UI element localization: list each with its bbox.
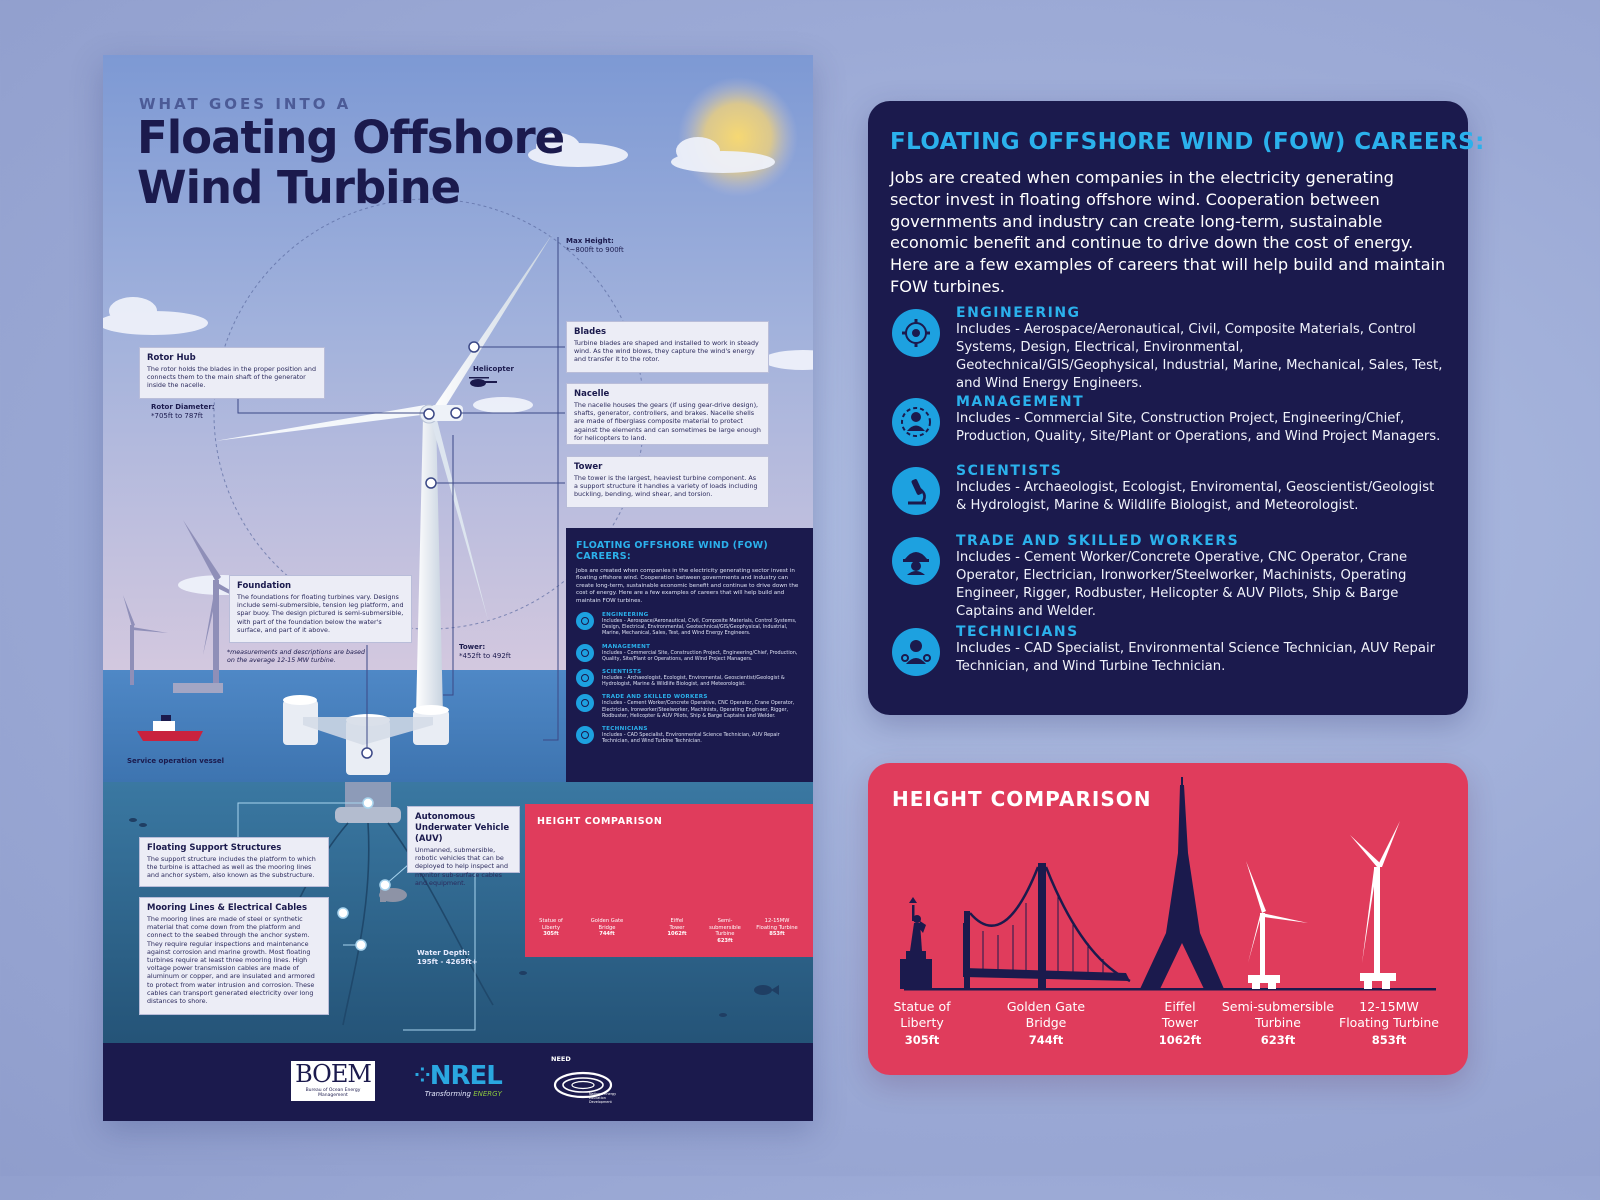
height-label-name: Golden Gate [1006,999,1086,1014]
floating-support-text: The support structure includes the platform to which the turbine is attached as well as the mooring lines and anchor system, also known as the substructure. [147,855,316,880]
semi-submersible-turbine-icon [1246,861,1308,989]
mini-height-name: Turbine [715,931,735,938]
poster-title: Floating Offshore Wind Turbine [137,111,565,214]
technician-icon [892,628,940,676]
mini-career-item [576,612,803,637]
boem-logo-subtext: Bureau of Ocean Energy Management [305,1088,361,1098]
nacelle-title: Nacelle [574,389,610,399]
auv-title: Autonomous Underwater Vehicle (AUV) [415,812,510,844]
rotor-hub-title: Rotor Hub [147,353,196,363]
water-depth-label [417,949,478,967]
careers-title: FLOATING OFFSHORE WIND (FOW) CAREERS: [890,129,1485,155]
max-height-label [566,237,624,255]
nrel-logo[interactable] [414,1061,502,1098]
tower-callout [566,456,769,508]
mini-career-heading: TRADE AND SKILLED WORKERS [602,694,708,701]
mini-career-heading: TECHNICIANS [602,726,648,733]
mini-career-desc: Includes - Commercial Site, Construction Project, Engineering/Chief, Production, Quality, Site/Plant or Operations, and Wind Project Managers. [602,649,798,662]
foundation-text: The foundations for floating turbines vary. Designs include semi-submersible, tension leg platform, and spar buoy. The design pictured is semi-submersible, with part of the foundation below the water's surface, and part of it above. [237,593,404,634]
career-item-technicians [892,624,1446,676]
height-comparison-title: HEIGHT COMPARISON [892,787,1152,811]
mini-career-heading: SCIENTISTS [602,669,642,676]
rotor-diameter-title: Rotor Diameter: [151,403,215,411]
tower-height-value: *452ft to 492ft [459,652,511,660]
need-logo-text: NEED [551,1055,571,1063]
mini-career-desc: Includes - Aerospace/Aeronautical, Civil, Composite Materials, Control Systems, Design, Electrical, Environmental, Geotechnical/GIS/Geophysical, Industrial, Marine, Mechanical, Sales, Test, and Wind Energy Engineers. [602,618,797,637]
mini-height-name: Eiffel [670,918,684,924]
mini-career-desc: Includes - Cement Worker/Concrete Operative, CNC Operator, Crane Operator, Electrician, Ironworker/Steelworker, Machinists, Operating Engineer, Rigger, Rodbuster, Helicopter & AUV Pilots, Ship & Barge Captains and Welder. [602,700,795,719]
careers-card [868,101,1485,715]
height-value: 744ft [1028,1033,1064,1047]
rotor-hub-text: The rotor holds the blades in the proper position and connects them to the main shaft of the generator inside the nacelle. [147,365,317,390]
nacelle-callout [566,383,769,445]
height-comparison-card [868,763,1468,1075]
hardhat-icon [892,537,940,585]
mini-careers-intro: Jobs are created when companies in the electricity generating sector invest in floating offshore wind. Cooperation between governments and industry can create long-term, sustainable economic benefit and continue to drive down the cost of energy. Here are a few examples of careers that will help build and maintain FOW turbines. [576,568,799,604]
boem-logo[interactable] [291,1061,375,1101]
mini-height-label [655,918,699,938]
height-label-name: Statue of [893,999,951,1014]
max-height-value: *~800ft to 900ft [566,246,624,254]
height-label-name: Liberty [900,1014,944,1030]
rotor-hub-callout [139,347,325,399]
height-label-floating-turbine [1329,999,1449,1049]
career-desc: Includes - Aerospace/Aeronautical, Civil, Composite Materials, Control Systems, Design, Electrical, Environmental, Geotechnical/GIS/Geophysical, Industrial, Marine, Mechanical, Sales, Test, and Wind Energy Engineers. [956,322,1443,391]
tower-height-title: Tower: [459,643,486,651]
mini-career-item [576,726,803,744]
mini-height-label [585,918,629,938]
mini-height-name: Golden Gate [590,918,624,924]
poster-footer [103,1043,813,1121]
mooring-callout [139,897,329,1015]
floating-support-title: Floating Support Structures [147,843,282,853]
career-heading: ENGINEERING [956,305,1081,321]
height-label-name: Turbine [1255,1014,1301,1030]
microscope-icon [576,669,594,687]
mini-career-desc: Includes - Archaeologist, Ecologist, Enviromental, Geoscientist/Geologist & Hydrologist, Marine & Wildlife Biologist, and Meteorologist. [602,675,785,688]
height-label-name: Floating Turbine [1339,1014,1439,1030]
career-heading: TECHNICIANS [956,624,1079,640]
mini-height-name: Statue of [539,918,563,924]
mini-height-name: Bridge [598,924,616,931]
mini-height-value: 853ft [769,931,785,938]
floating-turbine-icon [1350,821,1400,989]
gear-icon [576,612,594,630]
tower-text: The tower is the largest, heaviest turbine component. As a support structure it handles a variety of loads including buckling, bending, wind shear, and torsion. [574,474,758,499]
tower-height-label [459,643,511,661]
career-item-management [892,394,1446,446]
microscope-icon [892,467,940,515]
height-label-name: Bridge [1025,1014,1067,1030]
height-label-name: 12-15MW [1359,999,1419,1014]
mini-career-heading: ENGINEERING [602,612,649,619]
mini-height-title: HEIGHT COMPARISON [537,816,663,827]
foundation-title: Foundation [237,581,292,591]
mini-career-item [576,644,803,662]
service-vessel-label: Service operation vessel [127,757,225,765]
mini-height-value: 623ft [717,937,733,944]
mini-height-name: Tower [669,924,685,931]
career-desc: Includes - CAD Specialist, Environmental Science Technician, AUV Repair Technician, and Wind Turbine Technician. [956,641,1436,674]
career-desc: Includes - Cement Worker/Concrete Operative, CNC Operator, Crane Operator, Electrician, Ironworker/Steelworker, Machinists, Operating Engineer, Rigger, Rodbuster, Helicopter & AUV Pilots, Ship & Barge Captains and Welder. [956,550,1408,619]
career-item-engineering [892,305,1446,393]
sun-icon [678,77,798,197]
blades-text: Turbine blades are shaped and installed to work in steady wind. As the wind blows, they capture the wind's energy and transfer it to the rotor. [574,339,759,364]
technician-icon [576,726,594,744]
height-label-statue [868,999,982,1049]
career-heading: TRADE AND SKILLED WORKERS [956,533,1240,549]
blades-title: Blades [574,327,607,337]
nacelle-text: The nacelle houses the gears (if using gear-drive design), shafts, generator, controllers, and brakes. Nacelle shells are made of fiberglass composite material to protect against the elements and can sometimes be large enough for helicopters to land. [574,401,761,442]
height-value: 623ft [1260,1033,1296,1047]
mini-height-name: Semi-submersible [709,918,741,931]
need-logo-subtext: National Energy Education Development [589,1092,617,1104]
mini-height-name: Floating Turbine [756,924,798,931]
nrel-logo-text: ⁘NREL [414,1061,502,1091]
mini-height-value: 1062ft [667,931,687,938]
mini-height-label [529,918,573,938]
mini-height-value: 744ft [599,931,615,938]
golden-gate-bridge-icon [964,863,1130,989]
height-value: 853ft [1371,1033,1407,1047]
height-label-name: Semi-submersible [1221,999,1335,1014]
need-logo[interactable] [551,1055,627,1109]
infographic-poster [103,55,813,1121]
height-value: 1062ft [1158,1033,1202,1047]
mini-height-comparison [525,804,813,957]
mini-career-heading: MANAGEMENT [602,643,651,650]
nrel-wordmark: NREL [429,1061,502,1091]
manager-icon [576,644,594,662]
nrel-tagline-1: Transforming [424,1090,471,1098]
career-heading: SCIENTISTS [956,463,1063,479]
height-label-semi-submersible [1218,999,1338,1049]
mooring-title: Mooring Lines & Electrical Cables [147,903,308,913]
mini-height-name: Liberty [541,924,561,931]
mooring-text: The mooring lines are made of steel or synthetic material that come down from the platform and connect to the seabed through the anchor system. They require regular inspections and maintenance against corrosion and marine growth. Most floating turbines require at least three mooring lines. High voltage power transmission cables are made of aluminum or copper, and are insulated and armored to protect from water intrusion and corrosion. These cables can transport generated electricity over long distances to shore. [147,915,315,1006]
career-item-trade-workers [892,533,1446,621]
height-label-name: Eiffel [1164,999,1196,1014]
height-label-name: Tower [1161,1014,1199,1030]
tower-title: Tower [574,462,603,472]
auv-text: Unmanned, submersible, robotic vehicles that can be deployed to help inspect and monitor sub-surface cables and equipment. [415,846,509,887]
career-desc: Includes - Archaeologist, Ecologist, Enviromental, Geoscientist/Geologist & Hydrologist, Marine & Wildlife Biologist, and Meteorologist. [956,480,1435,513]
mini-height-name: 12-15MW [764,918,790,924]
floating-support-callout [139,837,329,887]
manager-icon [892,398,940,446]
height-label-bridge [986,999,1106,1049]
mini-career-item [576,669,803,687]
nrel-tagline-2: ENERGY [473,1090,502,1098]
mini-height-label [703,918,747,944]
career-item-scientists [892,463,1446,515]
careers-intro: Jobs are created when companies in the electricity generating sector invest in floating offshore wind. Cooperation between governments and industry can create long-term, sustainable economic benefit and continue to drive down the cost of energy. Here are a few examples of careers that will help build and maintain FOW turbines. [890,168,1446,296]
boem-logo-text: BOEM [295,1060,371,1088]
career-heading: MANAGEMENT [956,394,1085,410]
max-height-title: Max Height: [566,237,614,245]
height-value: 305ft [904,1033,940,1047]
poster-kicker: WHAT GOES INTO A [139,95,352,113]
mini-careers-panel [566,528,813,782]
career-desc: Includes - Commercial Site, Construction Project, Engineering/Chief, Production, Quality, Site/Plant or Operations, and Wind Project Managers. [956,411,1441,444]
statue-of-liberty-icon [900,897,932,989]
measurement-note: *measurements and descriptions are based on the average 12-15 MW turbine. [227,649,365,664]
water-depth-value: 195ft - 4265ft+ [417,958,478,966]
mini-careers-title: FLOATING OFFSHORE WIND (FOW) CAREERS: [576,540,769,562]
eiffel-tower-icon [1140,777,1224,989]
nrel-tagline [414,1090,502,1098]
blades-callout [566,321,769,373]
rotor-diameter-value: *705ft to 787ft [151,412,203,420]
auv-callout [407,806,520,887]
hardhat-icon [576,694,594,712]
mini-height-value: 305ft [543,931,559,938]
mini-height-label [755,918,799,938]
mini-career-item [576,694,803,719]
foundation-callout [229,575,412,643]
water-depth-title: Water Depth: [417,949,470,957]
helicopter-label: Helicopter [473,365,514,373]
rotor-diameter-label [151,403,215,421]
mini-career-desc: Includes - CAD Specialist, Environmental Science Technician, AUV Repair Technician, and Wind Turbine Technician. [602,732,780,745]
gear-icon [892,309,940,357]
